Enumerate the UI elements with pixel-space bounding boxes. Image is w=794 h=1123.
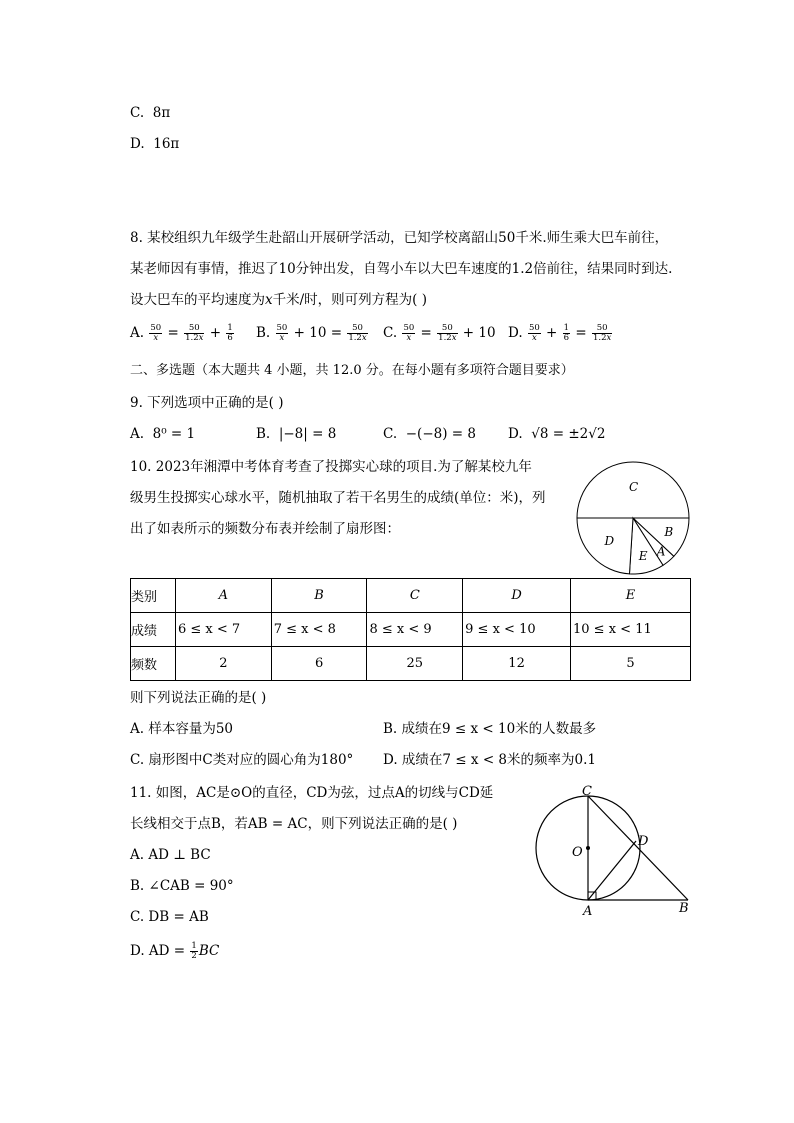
q10-option-a[interactable]: A. 样本容量为50 [130,721,234,737]
q7-option-c[interactable]: C. 8π [130,105,171,121]
range-cell: 6 ≤ x < 7 [176,613,272,647]
point-label-b: B [679,901,689,916]
q10-stem-line2: 级男生投掷实心球水平，随机抽取了若干名男生的成绩(单位：米)，列 [130,490,546,506]
range-cell: 8 ≤ x < 9 [367,613,463,647]
point-label-a: A [583,904,593,919]
q9-option-d[interactable]: D. √8 = ±2√2 [508,426,606,442]
q9-option-a[interactable]: A. 8⁰ = 1 [130,426,196,442]
q11-stem-line1: 11. 如图，AC是⊙O的直径，CD为弦，过点A的切线与CD延 [130,785,494,801]
count-cell: 2 [176,647,272,681]
q8-stem-line1: 8. 某校组织九年级学生赴韶山开展研学活动，已知学校离韶山50千米.师生乘大巴车前往， [130,230,669,246]
q8-option-d[interactable]: D. $\frac{50}{x}$ + $\frac{1}{6}$ = $\frac{50}{1.2x}$ [508,323,612,343]
table-row-category [131,579,691,613]
q9-stem: 9. 下列选项中正确的是( ) [130,395,284,411]
pie-label-d: D [604,534,615,548]
frequency-table [130,578,691,681]
q10-option-b[interactable]: B. 成绩在9 ≤ x < 10米的人数最多 [383,721,597,737]
q8-option-b[interactable]: B. $\frac{50}{x}$ + 10 = $\frac{50}{1.2x}$ [256,323,367,343]
q8-stem-line3: 设大巴车的平均速度为x千米/时，则可列方程为( ) [130,292,427,308]
q9-option-c[interactable]: C. −(−8) = 8 [383,426,476,442]
q9-option-b[interactable]: B. |−8| = 8 [256,426,337,442]
range-cell: 10 ≤ x < 11 [571,613,691,647]
category-cell: A [176,579,272,613]
category-cell: C [367,579,463,613]
count-cell: 25 [367,647,463,681]
q11-option-b[interactable]: B. ∠CAB = 90° [130,878,234,894]
q11-option-c[interactable]: C. DB = AB [130,909,209,925]
point-label-o: O [572,845,583,860]
pie-label-a: A [656,544,666,559]
table-row-range [131,613,691,647]
count-cell: 5 [571,647,691,681]
segment-ad [588,841,636,900]
row-label: 类别 [131,579,176,613]
pie-label-e: E [638,549,648,563]
count-cell: 6 [271,647,367,681]
table-row-count [131,647,691,681]
q10-option-d[interactable]: D. 成绩在7 ≤ x < 8米的频率为0.1 [383,752,596,768]
q8-option-a[interactable]: A. $\frac{50}{x}$ = $\frac{50}{1.2x}$ + $\frac{1}{6}$ [130,323,233,343]
category-cell: D [463,579,571,613]
q11-stem-line2: 长线相交于点B，若AB = AC，则下列说法正确的是( ) [130,816,458,832]
q11-option-a[interactable]: A. AD ⊥ BC [130,847,211,863]
q7-option-d[interactable]: D. 16π [130,136,180,152]
pie-chart [575,460,691,576]
q8-option-c[interactable]: C. $\frac{50}{x}$ = $\frac{50}{1.2x}$ + 10 [383,323,496,343]
row-label: 成绩 [131,613,176,647]
point-label-d: D [638,834,649,849]
q10-question: 则下列说法正确的是( ) [130,690,267,706]
center-o-dot [586,846,590,850]
range-cell: 9 ≤ x < 10 [463,613,571,647]
range-cell: 7 ≤ x < 8 [271,613,367,647]
pie-label-c: C [629,480,639,495]
section-2-heading: 二、多选题（本大题共 4 小题，共 12.0 分。在每小题有多项符合题目要求） [130,363,574,378]
point-label-c: C [582,784,592,799]
q10-option-c[interactable]: C. 扇形图中C类对应的圆心角为180° [130,752,354,768]
category-cell: B [271,579,367,613]
q11-option-d[interactable]: D. AD = $\frac{1}{2}$ BC [130,941,220,961]
row-label: 频数 [131,647,176,681]
count-cell: 12 [463,647,571,681]
q10-stem-line1: 10. 2023年湘潭中考体育考查了投掷实心球的项目.为了解某校九年 [130,459,532,475]
q8-stem-line2: 某老师因有事情，推迟了10分钟出发，自驾小车以大巴车速度的1.2倍前往，结果同时到达. [130,261,673,277]
category-cell: E [571,579,691,613]
q10-stem-line3: 出了如表所示的频数分布表并绘制了扇形图： [130,521,400,537]
circle-tangent-figure [525,782,700,917]
pie-label-b: B [664,525,674,539]
